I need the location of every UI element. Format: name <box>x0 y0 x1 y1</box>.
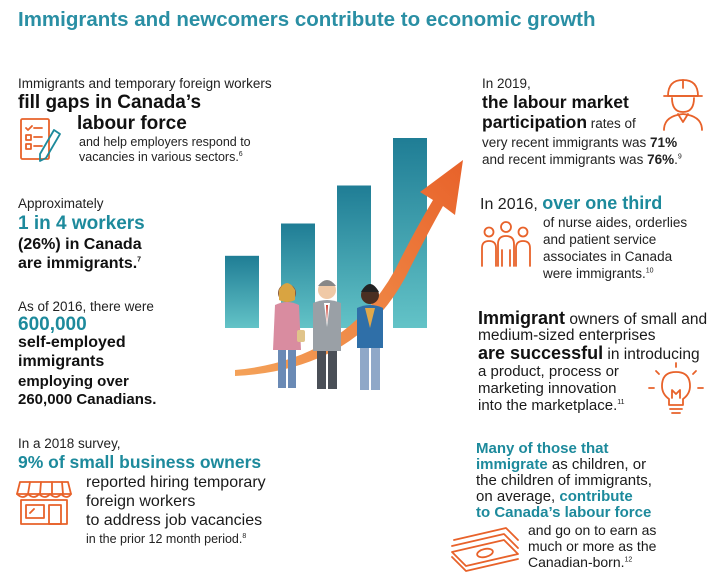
block5-line5-wrap <box>482 151 682 168</box>
block6-line1b: over one third <box>542 193 663 213</box>
block5-line4-wrap <box>482 134 677 151</box>
lightbulb-icon <box>648 362 704 420</box>
block6-line1-wrap <box>480 193 662 214</box>
worker-helmet-icon <box>660 76 706 132</box>
block4-line6-wrap <box>86 531 246 547</box>
block6-line5-wrap <box>543 265 654 282</box>
block1-line1: Immigrants and temporary foreign workers <box>18 76 272 91</box>
block7-line1b: owners of small and <box>565 311 708 328</box>
block4-line1: In a 2018 survey, <box>18 436 121 451</box>
block8-line2b: as children, or <box>547 456 647 473</box>
block7-line6-wrap <box>478 397 625 415</box>
money-stack-icon <box>448 522 524 572</box>
block3-line4: immigrants <box>18 353 105 370</box>
block3-line1: As of 2016, there were <box>18 299 154 314</box>
block7-line3-wrap <box>478 343 700 364</box>
block5-line5b: 76% <box>647 152 675 167</box>
bar-1 <box>225 256 259 328</box>
block4-line6: in the prior 12 month period. <box>86 532 243 546</box>
block1-line2: fill gaps in Canada’s <box>18 92 202 113</box>
page-title: Immigrants and newcomers contribute to economic growth <box>18 8 596 31</box>
store-icon <box>16 478 72 528</box>
block7-ref: 11 <box>617 399 625 406</box>
nurses-icon <box>478 218 534 268</box>
block4-ref: 8 <box>242 532 247 540</box>
block4-line3: reported hiring temporary <box>86 474 266 491</box>
block1-ref: 6 <box>238 150 243 158</box>
block2-line4: are immigrants. <box>18 255 138 272</box>
block6-line2: of nurse aides, orderlies <box>543 215 688 230</box>
block2-line4-wrap <box>18 254 141 273</box>
block8-line8-wrap <box>528 554 632 571</box>
person-man-center <box>313 280 341 389</box>
block3-line2: 600,000 <box>18 314 87 335</box>
block8-line2a: immigrate <box>476 456 548 473</box>
block4-line4: foreign workers <box>86 493 196 510</box>
block3-line6: 260,000 Canadians. <box>18 391 157 408</box>
block7-line5: marketing innovation <box>478 380 617 397</box>
block2-line3: (26%) in Canada <box>18 236 142 253</box>
block7-line1a: Immigrant <box>478 308 566 328</box>
block5-line2: the labour market <box>482 92 629 112</box>
block5-line3-wrap <box>482 112 636 133</box>
bars-group <box>225 138 427 328</box>
block6-line3: and patient service <box>543 232 657 247</box>
block7-line3a: are successful <box>478 343 604 363</box>
block1-line5: vacancies in various sectors. <box>79 150 239 164</box>
block2-line2: 1 in 4 workers <box>18 213 145 234</box>
block7-line6: into the marketplace. <box>478 397 618 414</box>
block8-line8: Canadian-born. <box>528 554 625 570</box>
block4-line5: to address job vacancies <box>86 512 263 529</box>
block6-line4: associates in Canada <box>543 249 673 264</box>
block6-ref: 10 <box>645 267 654 275</box>
block5-line3b: rates of <box>587 116 636 131</box>
block5-line4a: very recent immigrants was <box>482 135 651 150</box>
block7-line2: medium-sized enterprises <box>478 327 656 344</box>
block3-line5: employing over <box>18 373 129 390</box>
block3-line3: self-employed <box>18 334 126 351</box>
block1-line3: labour force <box>77 113 187 134</box>
block7-line3b: in introducing <box>603 346 700 363</box>
block5-line3a: participation <box>482 112 588 132</box>
block5-line5c: . <box>674 152 678 167</box>
block8-line6: and go on to earn as <box>528 522 657 538</box>
block6-line5: were immigrants. <box>543 266 646 281</box>
block8-ref: 12 <box>624 556 633 564</box>
block5-line4b: 71% <box>650 135 678 150</box>
block2-ref: 7 <box>137 256 142 264</box>
block8-line1: Many of those that <box>476 440 609 457</box>
block8-line7: much or more as the <box>528 538 657 554</box>
block2-line1: Approximately <box>18 196 104 211</box>
block6-line1a: In 2016, <box>480 196 543 213</box>
block8-line4a: on average, <box>476 488 560 505</box>
block8-line5: to Canada’s labour force <box>476 504 652 521</box>
block7-line4: a product, process or <box>478 363 619 380</box>
block1-line4: and help employers respond to <box>79 135 251 149</box>
growth-illustration <box>205 120 475 410</box>
block5-line5a: and recent immigrants was <box>482 152 648 167</box>
block5-ref: 9 <box>677 153 682 161</box>
block8-line3: the children of immigrants, <box>476 472 652 489</box>
block8-line4b: contribute <box>559 488 633 505</box>
checklist-icon <box>18 116 62 166</box>
block4-line2: 9% of small business owners <box>18 452 262 472</box>
block5-line1: In 2019, <box>482 76 531 91</box>
